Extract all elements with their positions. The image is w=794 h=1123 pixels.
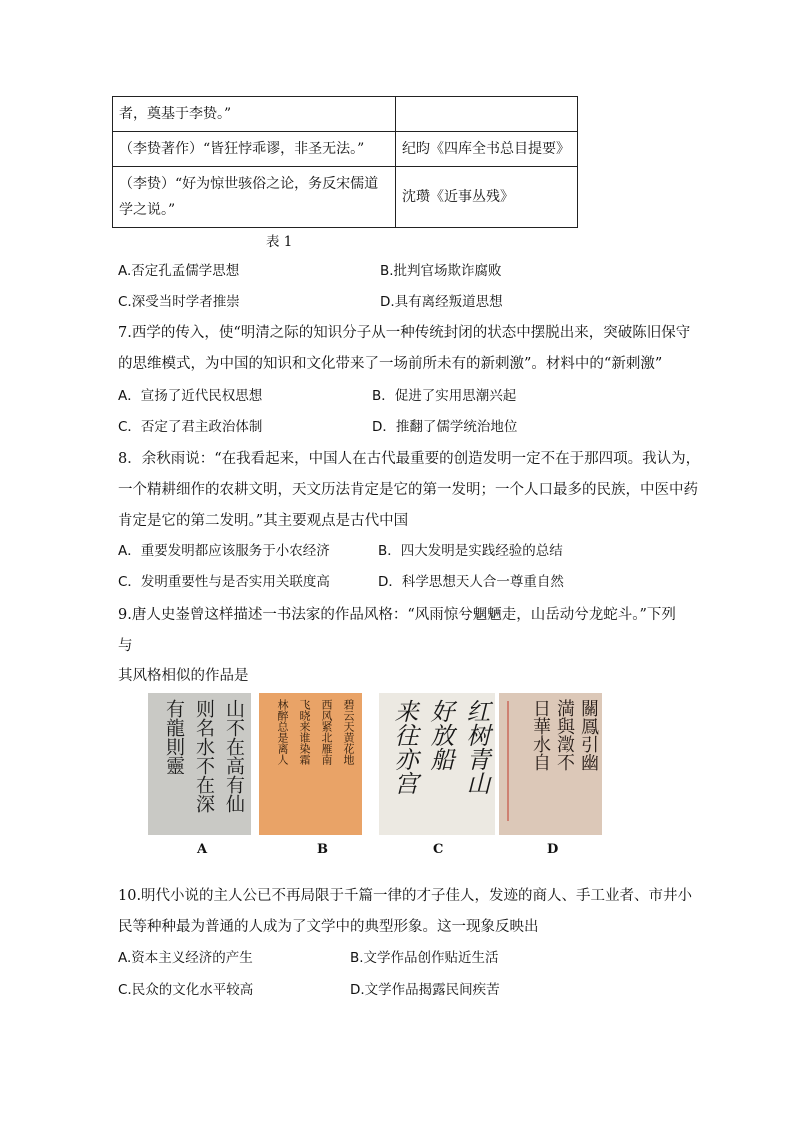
q8-stem-line1: 8．余秋雨说：“在我看起来，中国人在古代最重要的创造发明一定不在于那四项。我认为， <box>118 451 701 467</box>
q8-option-c: C．发明重要性与是否实用关联度高 <box>118 574 330 590</box>
q10-stem-line1: 10.明代小说的主人公已不再局限于千篇一律的才子佳人，发迹的商人、手工业者、市井小 <box>118 888 693 904</box>
calligraphy-column: 満與澂不 <box>554 699 575 771</box>
table-cell-quote: （李贽）“好为惊世骇俗之论，务反宋儒道学之说。” <box>113 167 396 228</box>
q7-option-b: B．促进了实用思潮兴起 <box>372 388 517 404</box>
q7-option-a: A．宣扬了近代民权思想 <box>118 388 263 404</box>
quote-table <box>112 96 578 228</box>
table-row <box>113 97 578 132</box>
q9-stem-line3: 其风格相似的作品是 <box>118 668 249 684</box>
calligraphy-image-b <box>259 693 362 835</box>
q6-option-d: D.具有离经叛道思想 <box>380 294 503 310</box>
calligraphy-image-a <box>148 693 251 835</box>
calligraphy-column: 则名水不在深 <box>193 699 215 813</box>
q8-stem-line2: 一个精耕细作的农耕文明，天文历法肯定是它的第一发明；一个人口最多的民族，中医中药 <box>118 482 698 498</box>
image-label-d: D <box>547 842 559 857</box>
calligraphy-column: 日華水自 <box>530 699 551 771</box>
table-cell-quote: （李贽著作）“皆狂悖乖谬，非圣无法。” <box>113 132 396 167</box>
q10-stem-line2: 民等种种最为普通的人成为了文学中的典型形象。这一现象反映出 <box>118 919 539 935</box>
calligraphy-column: 红树青山 <box>462 699 490 795</box>
calligraphy-column: 西风紧北雁南 <box>320 699 333 765</box>
q6-option-a: A.否定孔孟儒学思想 <box>118 263 240 279</box>
table-row <box>113 132 578 167</box>
table-cell-quote: 者，奠基于李贽。” <box>113 97 396 132</box>
image-label-c: C <box>433 842 444 857</box>
calligraphy-column: 有龍則靈 <box>163 699 185 775</box>
table-cell-source: 纪昀《四库全书总目提要》 <box>396 132 578 167</box>
q6-option-b: B.批判官场欺诈腐败 <box>380 263 502 279</box>
calligraphy-image-d <box>499 693 602 835</box>
table-cell-source <box>396 97 578 132</box>
table-caption: 表 1 <box>266 234 293 250</box>
q7-option-d: D．推翻了儒学统治地位 <box>372 419 518 435</box>
calligraphy-column: 好放船 <box>426 699 454 771</box>
calligraphy-column: 山不在高有仙 <box>223 699 245 813</box>
q7-stem-line1: 7.西学的传入，使“明清之际的知识分子从一种传统封闭的状态中摆脱出来，突破陈旧保守 <box>118 325 691 341</box>
q9-stem-line1: 9.唐人史崟曾这样描述一书法家的作品风格：“风雨惊兮魍魉走，山岳动兮龙蛇斗。”下列 <box>118 607 676 623</box>
table-cell-source: 沈瓒《近事丛残》 <box>396 167 578 228</box>
image-label-a: A <box>197 842 208 857</box>
q10-option-a: A.资本主义经济的产生 <box>118 950 253 966</box>
calligraphy-column: 碧云天黄花地 <box>342 699 355 765</box>
calligraphy-column: 關鳳引幽 <box>578 699 599 771</box>
q6-option-c: C.深受当时学者推崇 <box>118 294 240 310</box>
q10-option-d: D.文学作品揭露民间疾苦 <box>350 982 500 998</box>
q10-option-c: C.民众的文化水平较高 <box>118 982 254 998</box>
q8-stem-line3: 肯定是它的第二发明。”其主要观点是古代中国 <box>118 513 409 529</box>
image-label-b: B <box>317 842 328 857</box>
q10-option-b: B.文学作品创作贴近生活 <box>350 950 499 966</box>
calligraphy-column: 来往亦宫 <box>390 699 418 795</box>
q8-option-a: A．重要发明都应该服务于小农经济 <box>118 543 330 559</box>
q7-option-c: C．否定了君主政治体制 <box>118 419 263 435</box>
q9-stem-line2: 与 <box>118 638 133 654</box>
calligraphy-column: 林醉总是离人 <box>276 699 289 765</box>
q8-option-d: D．科学思想天人合一尊重自然 <box>378 574 564 590</box>
q7-stem-line2: 的思维模式，为中国的知识和文化带来了一场前所未有的新刺激”。材料中的“新刺激” <box>118 356 663 372</box>
calligraphy-column: 飞晓来谁染霜 <box>298 699 311 765</box>
table-row <box>113 167 578 228</box>
calligraphy-image-c <box>379 693 495 835</box>
q8-option-b: B．四大发明是实践经验的总结 <box>378 543 563 559</box>
